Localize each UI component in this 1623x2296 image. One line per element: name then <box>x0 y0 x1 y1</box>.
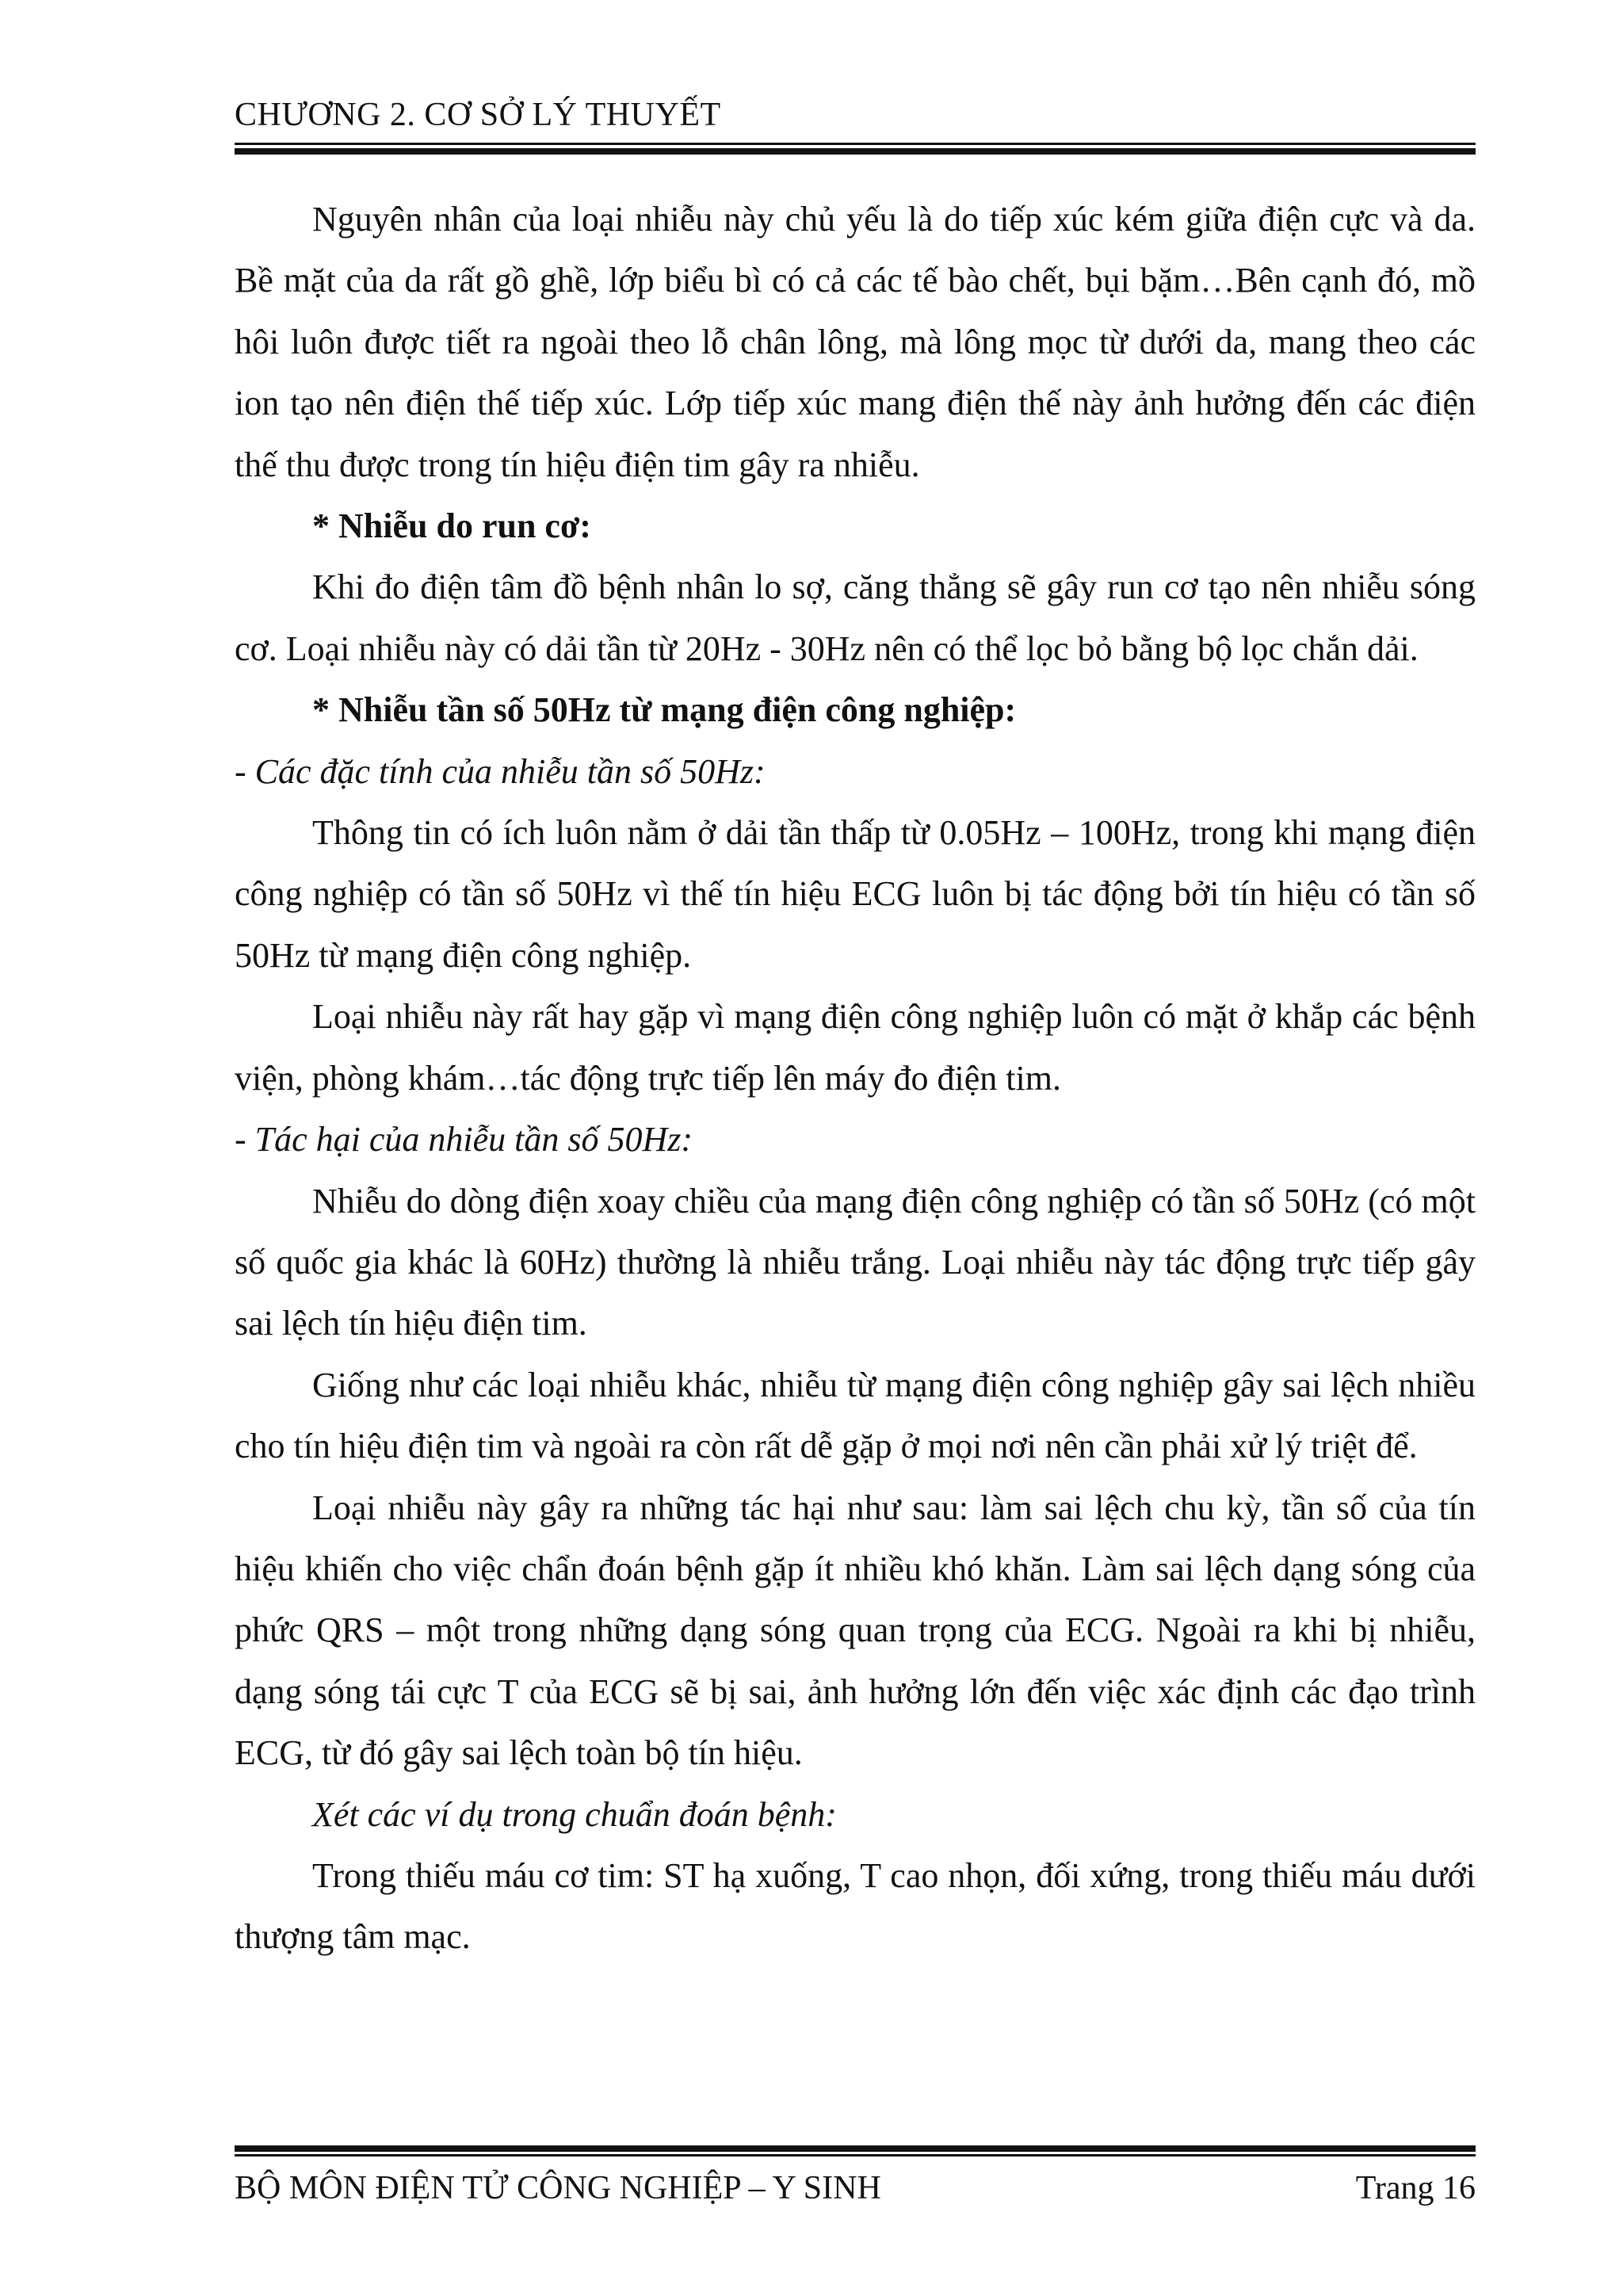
footer-rule-thin <box>235 2154 1476 2157</box>
paragraph-like-other-noise: Giống như các loại nhiễu khác, nhiễu từ mạng điện công nghiệp gây sai lệch nhiều cho tín hiệu điện tim và ngoài ra còn rất dễ gặp ở mọi nơi nên cần phải xử lý triệt để. <box>235 1365 1476 1466</box>
paragraph-common-noise: Loại nhiễu này rất hay gặp vì mạng điện công nghiệp luôn có mặt ở khắp các bệnh viện, phòng khám…tác động trực tiếp lên máy đo điện tim. <box>235 997 1476 1098</box>
paragraph-contact-noise: Nguyên nhân của loại nhiễu này chủ yếu là do tiếp xúc kém giữa điện cực và da. Bề mặt của da rất gồ ghề, lớp biểu bì có cả các tế bào chết, bụi bặm…Bên cạnh đó, mồ hôi luôn được tiết ra ngoài theo lỗ chân lông, mà lông mọc từ dưới da, mang theo các ion tạo nên điện thế tiếp xúc. Lớp tiếp xúc mang điện thế này ảnh hưởng đến các điện thế thu được trong tín hiệu điện tim gây ra nhiễu. <box>235 200 1476 484</box>
paragraph-ac-noise: Nhiễu do dòng điện xoay chiều của mạng điện công nghiệp có tần số 50Hz (có một số quốc gia khác là 60Hz) thường là nhiễu trắng. Loại nhiễu này tác động trực tiếp gây sai lệch tín hiệu điện tim. <box>235 1181 1476 1343</box>
heading-50hz-noise: * Nhiễu tần số 50Hz từ mạng điện công nghiệp: <box>312 690 1017 730</box>
header-rule-thick <box>235 148 1476 155</box>
chapter-title: CHƯƠNG 2. CƠ SỞ LÝ THUYẾT <box>235 97 721 133</box>
heading-muscle-tremor-noise: * Nhiễu do run cơ: <box>312 506 591 546</box>
paragraph-ischemia: Trong thiếu máu cơ tim: ST hạ xuống, T cao nhọn, đối xứng, trong thiếu máu dưới thượng tâm mạc. <box>235 1855 1476 1957</box>
footer-page-number: Trang 16 <box>1355 2170 1476 2206</box>
paragraph-useful-band: Thông tin có ích luôn nằm ở dải tần thấp từ 0.05Hz – 100Hz, trong khi mạng điện công nghiệp có tần số 50Hz vì thế tín hiệu ECG luôn bị tác động bởi tín hiệu có tần số 50Hz từ mạng điện công nghiệp. <box>235 813 1476 975</box>
paragraph-muscle-tremor: Khi đo điện tâm đồ bệnh nhân lo sợ, căng thẳng sẽ gây run cơ tạo nên nhiễu sóng cơ. Loại nhiễu này có dải tần từ 20Hz - 30Hz nên có thể lọc bỏ bằng bộ lọc chắn dải. <box>235 567 1476 668</box>
page-body <box>235 189 1476 1968</box>
subheading-50hz-characteristics: - Các đặc tính của nhiễu tần số 50Hz: <box>235 751 766 791</box>
footer-department: BỘ MÔN ĐIỆN TỬ CÔNG NGHIỆP – Y SINH <box>235 2170 881 2206</box>
footer-rule-thick <box>235 2145 1476 2152</box>
header-rule-thin <box>235 143 1476 145</box>
subheading-50hz-harm: - Tác hại của nhiễu tần số 50Hz: <box>235 1120 693 1159</box>
paragraph-noise-effects: Loại nhiễu này gây ra những tác hại như sau: làm sai lệch chu kỳ, tần số của tín hiệu khiến cho việc chẩn đoán bệnh gặp ít nhiều khó khăn. Làm sai lệch dạng sóng của phức QRS – một trong những dạng sóng quan trọng của ECG. Ngoài ra khi bị nhiễu, dạng sóng tái cực T của ECG sẽ bị sai, ảnh hưởng lớn đến việc xác định các đạo trình ECG, từ đó gây sai lệch toàn bộ tín hiệu. <box>235 1488 1476 1773</box>
subheading-diagnosis-examples: Xét các ví dụ trong chuẩn đoán bệnh: <box>312 1794 837 1834</box>
